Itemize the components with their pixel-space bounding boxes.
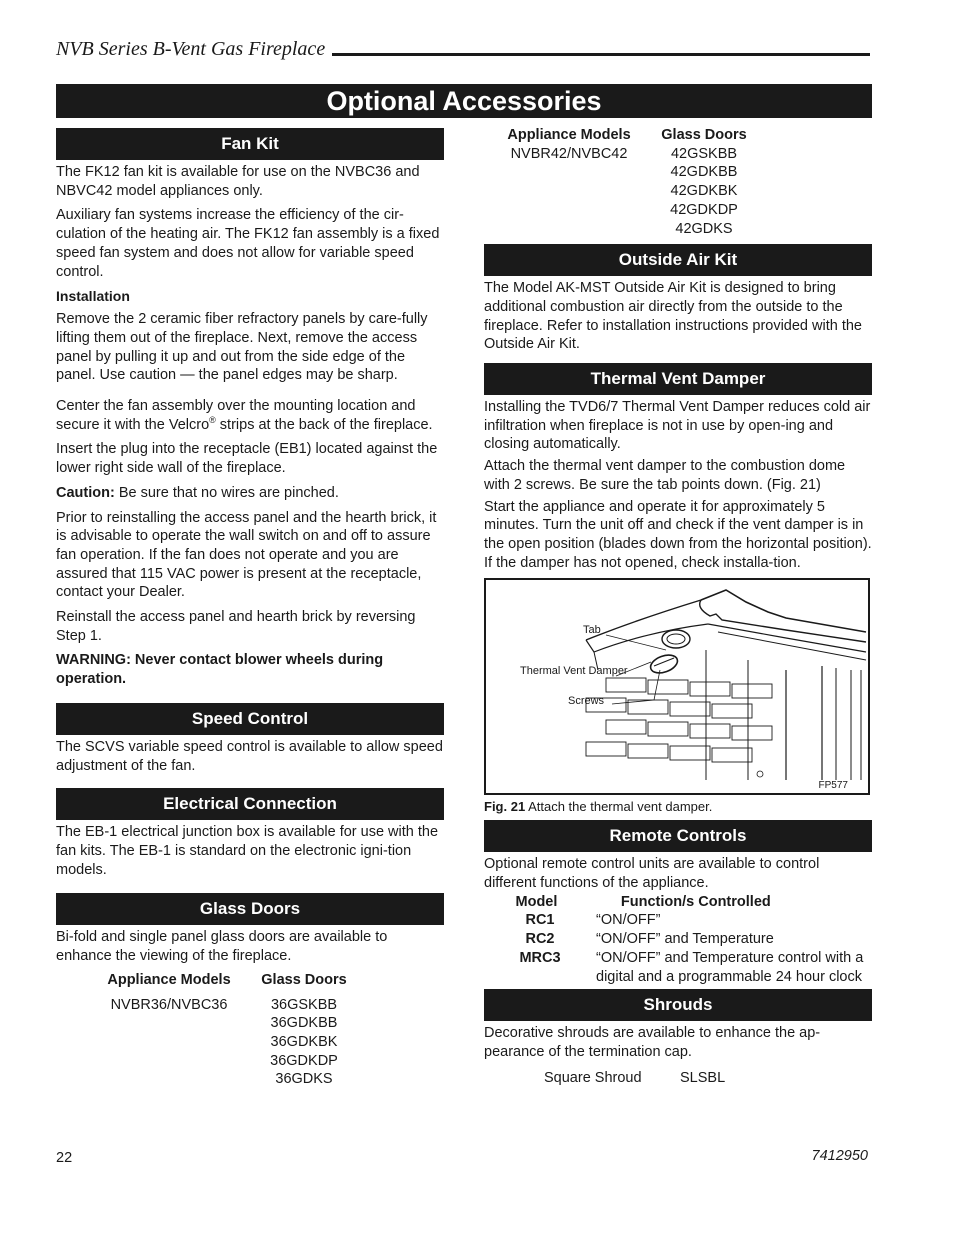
door-item: 42GDKBB xyxy=(670,164,738,181)
page-number: 22 xyxy=(56,1150,73,1166)
fan-kit-step-reinstall: Reinstall the access panel and hearth brick by reversing Step 1. xyxy=(56,609,416,644)
figure-code: FP577 xyxy=(818,780,848,792)
installation-label: Installation xyxy=(56,288,130,305)
fan-kit-step-center-a: Center the fan assembly over the mounting location and secure it with the Velcro xyxy=(56,398,416,433)
col-header-models: Appliance Models xyxy=(107,971,231,988)
outside-air-heading: Outside Air Kit xyxy=(484,244,872,276)
remote-heading: Remote Controls xyxy=(484,820,872,852)
shrouds-text: Decorative shrouds are available to enhance the ap-pearance of the termination cap. xyxy=(484,1025,821,1060)
glass-doors-table-36 xyxy=(94,971,444,1089)
model-cell: MRC3 xyxy=(519,949,561,966)
glass-doors-heading: Glass Doors xyxy=(56,893,444,925)
remote-text: Optional remote control units are available to control different functions of the appliance. xyxy=(484,856,820,892)
shroud-name: Square Shroud xyxy=(544,1069,642,1086)
header-rule xyxy=(332,53,870,56)
col-header-model: Model xyxy=(515,893,558,910)
left-column xyxy=(56,128,444,1089)
models-cell: NVBR42/NVBC42 xyxy=(510,145,628,162)
fan-kit-step-remove: Remove the 2 ceramic fiber refractory panels by care-fully lifting them out of the fireplace. Next, remove the access panel by pulling it up and out from the side edge of the panel. Use caution — the panel edges may be sharp. xyxy=(56,311,428,384)
electrical-heading: Electrical Connection xyxy=(56,788,444,820)
table-row xyxy=(494,145,872,239)
outside-air-text: The Model AK-MST Outside Air Kit is designed to bring additional combustion air directly from the outside to the fireplace. Refer to installation instructions provided with the Outside Air Kit. xyxy=(484,280,862,353)
glass-doors-table-42 xyxy=(494,126,872,238)
door-item: 42GDKS xyxy=(675,220,733,237)
figure-caption xyxy=(484,799,872,814)
door-item: 36GDKDP xyxy=(270,1052,338,1069)
table-row xyxy=(484,930,872,949)
speed-control-heading: Speed Control xyxy=(56,703,444,735)
fan-kit-efficiency: Auxiliary fan systems increase the efficiency of the cir-culation of the heating air. The FK12 fan assembly is a fixed speed fan system and does not allow for variable speed control. xyxy=(56,207,440,280)
door-item: 42GDKDP xyxy=(670,201,738,218)
label-tab: Tab xyxy=(583,624,601,637)
function-cell: “ON/OFF” and Temperature control with a digital and a programmable 24 hour clock xyxy=(596,949,864,985)
caption-text: Attach the thermal vent damper. xyxy=(525,799,713,815)
model-cell: RC2 xyxy=(525,931,555,948)
function-cell: “ON/OFF” and Temperature xyxy=(596,931,774,948)
label-screws: Screws xyxy=(568,695,605,708)
thermal-damper-check: Start the appliance and operate it for approximately 5 minutes. Turn the unit off and check if the vent damper is in the open position (blades down from the horizontal position). If the damper has not opened, check installa-tion. xyxy=(484,498,872,571)
label-damper: Thermal Vent Damper xyxy=(520,665,628,678)
running-title: NVB Series B-Vent Gas Fireplace xyxy=(56,38,326,60)
electrical-text: The EB-1 electrical junction box is available for use with the fan kits. The EB-1 is standard on the electronic igni-tion models. xyxy=(56,824,439,878)
document-number: 7412950 xyxy=(811,1148,868,1164)
table-header-row xyxy=(494,126,872,145)
table-header-row xyxy=(484,893,872,912)
table-header-row xyxy=(94,971,444,990)
fan-kit-intro: The FK12 fan kit is available for use on the NVBC36 and NBVC42 model appliances only. xyxy=(56,164,420,199)
thermal-damper-heading: Thermal Vent Damper xyxy=(484,363,872,395)
glass-doors-text: Bi-fold and single panel glass doors are available to enhance the viewing of the fireplace. xyxy=(56,929,388,965)
door-item: 36GDKBK xyxy=(270,1033,338,1050)
thermal-damper-intro: Installing the TVD6/7 Thermal Vent Damper reduces cold air infiltration when fireplace is not in use by open-ing and closing automatically. xyxy=(484,399,871,453)
col-header-models: Appliance Models xyxy=(507,127,631,143)
door-item: 42GSKBB xyxy=(670,145,738,162)
shroud-item-row xyxy=(544,1070,872,1086)
doors-cell xyxy=(644,145,764,239)
page-title: Optional Accessories xyxy=(56,84,872,118)
thermal-damper-attach: Attach the thermal vent damper to the combustion dome with 2 screws. Be sure the tab points down. (Fig. 21) xyxy=(484,458,846,493)
remote-table xyxy=(484,893,872,987)
door-item: 36GDKS xyxy=(275,1071,333,1088)
door-item: 36GSKBB xyxy=(270,996,338,1013)
function-cell: “ON/OFF” xyxy=(596,912,661,929)
col-header-function: Function/s Controlled xyxy=(620,893,771,910)
fan-kit-step-plug: Insert the plug into the receptacle (EB1) located against the lower right side wall of the fireplace. xyxy=(56,441,438,477)
table-row xyxy=(484,911,872,930)
fan-kit-warning: WARNING: Never contact blower wheels during operation. xyxy=(56,652,384,688)
registered-mark: ® xyxy=(209,414,216,425)
doors-cell xyxy=(244,996,364,1090)
caution-text: Be sure that no wires are pinched. xyxy=(114,484,339,501)
col-header-doors: Glass Doors xyxy=(261,971,347,988)
fan-kit-step-center-b: strips at the back of the fireplace. xyxy=(215,416,433,433)
shroud-code: SLSBL xyxy=(680,1069,726,1086)
table-row xyxy=(484,949,872,986)
fan-kit-caution xyxy=(56,484,444,503)
fan-kit-step-test: Prior to reinstalling the access panel and the hearth brick, it is advisable to operate the wall switch on and off to assure fan operation. If the fan does not operate and you are assured that 115 VAC power is present at the receptacle, contact your Dealer. xyxy=(56,509,437,601)
fan-kit-heading: Fan Kit xyxy=(56,128,444,160)
fan-kit-step-center xyxy=(56,397,444,434)
model-cell: RC1 xyxy=(525,912,555,929)
caption-label: Fig. 21 xyxy=(484,799,526,815)
col-header-doors: Glass Doors xyxy=(661,127,747,143)
caution-label: Caution: xyxy=(56,484,115,501)
door-item: 36GDKBB xyxy=(270,1015,338,1032)
door-item: 42GDKBK xyxy=(670,183,738,200)
right-column xyxy=(484,126,872,1086)
table-row xyxy=(94,996,444,1090)
fireplace-illustration xyxy=(486,580,868,793)
thermal-damper-figure xyxy=(484,578,870,795)
models-cell: NVBR36/NVBC36 xyxy=(110,996,228,1013)
shrouds-heading: Shrouds xyxy=(484,989,872,1021)
speed-control-text: The SCVS variable speed control is available to allow speed adjustment of the fan. xyxy=(56,738,443,774)
